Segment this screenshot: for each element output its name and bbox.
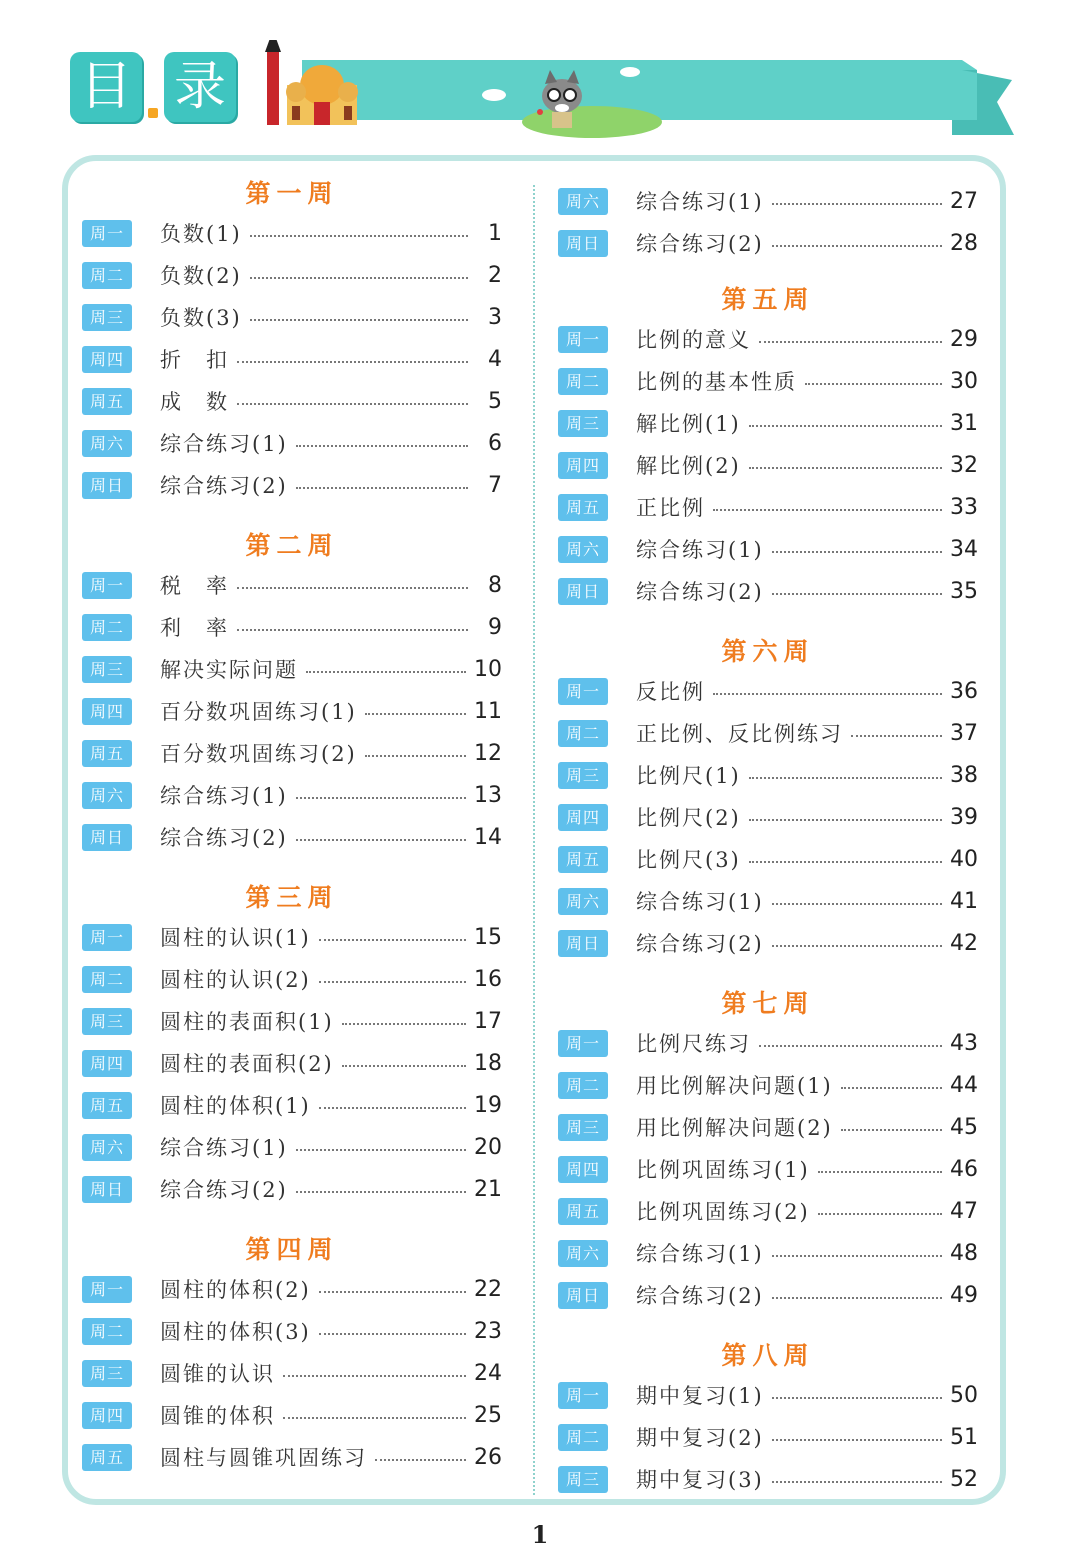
entry-topic: 圆锥的体积 [160, 1404, 275, 1428]
dot-leader [759, 339, 942, 343]
toc-entry[interactable] [558, 1064, 978, 1106]
week-title: 第八周 [721, 1341, 815, 1370]
entry-page-number: 33 [950, 494, 978, 520]
dot-leader [841, 1127, 942, 1131]
entry-page-number: 27 [950, 188, 978, 214]
day-badge: 周三 [558, 1466, 608, 1493]
toc-entry[interactable] [82, 1436, 502, 1478]
dot-leader [283, 1415, 466, 1419]
entry-page-number: 46 [950, 1156, 978, 1182]
toc-entry[interactable] [558, 1274, 978, 1316]
dot-leader [805, 381, 942, 385]
toc-entry[interactable] [82, 338, 502, 380]
day-badge: 周一 [558, 678, 608, 705]
day-badge: 周一 [82, 924, 132, 951]
entry-page-number: 4 [488, 346, 502, 372]
dot-leader [365, 711, 466, 715]
entry-topic: 用比例解决问题(2) [636, 1116, 833, 1140]
entry-page-number: 7 [488, 472, 502, 498]
entry-page-number: 35 [950, 578, 978, 604]
entry-topic: 综合练习(2) [636, 1284, 764, 1308]
day-badge: 周三 [82, 304, 132, 331]
entry-page-number: 3 [488, 304, 502, 330]
toc-entry[interactable] [82, 254, 502, 296]
entry-page-number: 13 [474, 782, 502, 808]
entry-page-number: 5 [488, 388, 502, 414]
week-title: 第四周 [245, 1235, 339, 1264]
dot-leader [306, 669, 466, 673]
entry-topic: 负数(2) [160, 264, 242, 288]
entry-page-number: 23 [474, 1318, 502, 1344]
entry-topic: 期中复习(1) [636, 1384, 764, 1408]
entry-page-number: 17 [474, 1008, 502, 1034]
dot-leader [283, 1373, 466, 1377]
day-badge: 周四 [82, 698, 132, 725]
day-badge: 周六 [82, 430, 132, 457]
day-badge: 周一 [558, 1382, 608, 1409]
entry-topic: 税 率 [160, 574, 229, 598]
entry-topic: 综合练习(2) [160, 1178, 288, 1202]
toc-entry[interactable] [82, 464, 502, 506]
toc-entry[interactable] [558, 402, 978, 444]
day-badge: 周四 [558, 452, 608, 479]
entry-topic: 圆柱的认识(1) [160, 926, 311, 950]
toc-entry[interactable] [558, 1022, 978, 1064]
toc-entry[interactable] [558, 670, 978, 712]
day-badge: 周二 [82, 614, 132, 641]
entry-topic: 负数(1) [160, 222, 242, 246]
toc-entry[interactable] [82, 648, 502, 690]
entry-page-number: 38 [950, 762, 978, 788]
entry-topic: 综合练习(1) [636, 1242, 764, 1266]
dot-leader [749, 423, 942, 427]
dot-leader [759, 1043, 942, 1047]
title-char-box [70, 52, 142, 122]
entry-page-number: 20 [474, 1134, 502, 1160]
title-dot [148, 108, 158, 118]
day-badge: 周二 [558, 720, 608, 747]
day-badge: 周四 [82, 346, 132, 373]
dot-leader [749, 859, 942, 863]
dot-leader [772, 901, 942, 905]
entry-topic: 负数(3) [160, 306, 242, 330]
entry-topic: 综合练习(2) [636, 580, 764, 604]
entry-page-number: 41 [950, 888, 978, 914]
toc-entry[interactable] [82, 774, 502, 816]
toc-entry[interactable] [82, 1310, 502, 1352]
day-badge: 周六 [558, 188, 608, 215]
day-badge: 周五 [82, 1444, 132, 1471]
week-title: 第六周 [721, 637, 815, 666]
toc-entry[interactable] [558, 1232, 978, 1274]
entry-topic: 成 数 [160, 390, 229, 414]
day-badge: 周六 [558, 536, 608, 563]
entry-topic: 百分数巩固练习(1) [160, 700, 357, 724]
dot-leader [296, 1147, 466, 1151]
entry-page-number: 40 [950, 846, 978, 872]
day-badge: 周一 [82, 220, 132, 247]
entry-topic: 比例巩固练习(1) [636, 1158, 810, 1182]
day-badge: 周二 [82, 1318, 132, 1345]
dot-leader [772, 1437, 942, 1441]
toc-left-column [82, 168, 502, 1478]
day-badge: 周四 [558, 804, 608, 831]
toc-entry[interactable] [82, 1168, 502, 1210]
toc-entry[interactable] [82, 1000, 502, 1042]
entry-topic: 解比例(1) [636, 412, 741, 436]
toc-entry[interactable] [558, 180, 978, 222]
day-badge: 周六 [82, 782, 132, 809]
dot-leader [772, 1395, 942, 1399]
entry-topic: 综合练习(1) [636, 890, 764, 914]
toc-entry[interactable] [82, 1126, 502, 1168]
entry-topic: 解比例(2) [636, 454, 741, 478]
toc-entry[interactable] [82, 958, 502, 1000]
entry-page-number: 32 [950, 452, 978, 478]
entry-page-number: 12 [474, 740, 502, 766]
entry-page-number: 51 [950, 1424, 978, 1450]
day-badge: 周六 [558, 1240, 608, 1267]
entry-topic: 综合练习(1) [160, 1136, 288, 1160]
day-badge: 周六 [558, 888, 608, 915]
dot-leader [818, 1169, 942, 1173]
day-badge: 周日 [82, 824, 132, 851]
entry-topic: 综合练习(2) [160, 826, 288, 850]
toc-entry[interactable] [82, 1042, 502, 1084]
day-badge: 周日 [558, 1282, 608, 1309]
dot-leader [342, 1063, 466, 1067]
entry-topic: 综合练习(2) [636, 932, 764, 956]
day-badge: 周四 [82, 1402, 132, 1429]
entry-page-number: 39 [950, 804, 978, 830]
entry-page-number: 16 [474, 966, 502, 992]
dot-leader [772, 549, 942, 553]
entry-page-number: 47 [950, 1198, 978, 1224]
day-badge: 周二 [558, 1424, 608, 1451]
toc-entry[interactable] [82, 916, 502, 958]
toc-entry[interactable] [558, 838, 978, 880]
dot-leader [772, 201, 942, 205]
toc-entry[interactable] [558, 486, 978, 528]
dot-leader [296, 795, 466, 799]
toc-entry[interactable] [558, 880, 978, 922]
dot-leader [365, 753, 466, 757]
week-title: 第二周 [245, 531, 339, 560]
toc-entry[interactable] [558, 318, 978, 360]
day-badge: 周五 [82, 740, 132, 767]
toc-entry[interactable] [82, 606, 502, 648]
entry-page-number: 10 [474, 656, 502, 682]
toc-entry[interactable] [82, 564, 502, 606]
dot-leader [296, 1189, 466, 1193]
toc-entry[interactable] [558, 1106, 978, 1148]
dot-leader [296, 837, 466, 841]
entry-topic: 圆柱的体积(1) [160, 1094, 311, 1118]
entry-page-number: 48 [950, 1240, 978, 1266]
day-badge: 周一 [558, 1030, 608, 1057]
day-badge: 周日 [558, 230, 608, 257]
toc-entry[interactable] [558, 1148, 978, 1190]
dot-leader [250, 317, 468, 321]
dot-leader [749, 465, 942, 469]
entry-topic: 比例尺(3) [636, 848, 741, 872]
toc-entry[interactable] [82, 816, 502, 858]
toc-entry[interactable] [82, 212, 502, 254]
entry-page-number: 52 [950, 1466, 978, 1492]
toc-entry[interactable] [558, 444, 978, 486]
week-title: 第一周 [245, 179, 339, 208]
dot-leader [319, 979, 466, 983]
toc-entry[interactable] [82, 380, 502, 422]
page-number: 1 [531, 1520, 549, 1549]
entry-page-number: 19 [474, 1092, 502, 1118]
entry-topic: 圆锥的认识 [160, 1362, 275, 1386]
entry-topic: 折 扣 [160, 348, 229, 372]
toc-entry[interactable] [558, 922, 978, 964]
entry-topic: 综合练习(2) [636, 232, 764, 256]
day-badge: 周三 [82, 656, 132, 683]
day-badge: 周日 [558, 578, 608, 605]
entry-page-number: 31 [950, 410, 978, 436]
entry-page-number: 14 [474, 824, 502, 850]
day-badge: 周四 [558, 1156, 608, 1183]
entry-topic: 正比例、反比例练习 [636, 722, 843, 746]
dot-leader [772, 1253, 942, 1257]
entry-page-number: 2 [488, 262, 502, 288]
header-banner-illustration [262, 40, 1022, 150]
dot-leader [319, 1105, 466, 1109]
entry-page-number: 34 [950, 536, 978, 562]
day-badge: 周日 [558, 930, 608, 957]
dot-leader [772, 243, 942, 247]
dot-leader [851, 733, 942, 737]
entry-page-number: 9 [488, 614, 502, 640]
dot-leader [772, 591, 942, 595]
entry-topic: 比例的基本性质 [636, 370, 797, 394]
day-badge: 周三 [82, 1360, 132, 1387]
day-badge: 周一 [82, 1276, 132, 1303]
toc-entry[interactable] [82, 732, 502, 774]
cloud-icon [482, 89, 506, 101]
day-badge: 周二 [82, 262, 132, 289]
entry-page-number: 24 [474, 1360, 502, 1386]
entry-topic: 圆柱与圆锥巩固练习 [160, 1446, 367, 1470]
entry-page-number: 15 [474, 924, 502, 950]
toc-entry[interactable] [82, 422, 502, 464]
dot-leader [237, 401, 468, 405]
entry-page-number: 30 [950, 368, 978, 394]
title-char: 目 [79, 57, 132, 117]
entry-page-number: 18 [474, 1050, 502, 1076]
dot-leader [237, 359, 468, 363]
entry-page-number: 8 [488, 572, 502, 598]
title-char-box [164, 52, 236, 122]
day-badge: 周三 [82, 1008, 132, 1035]
toc-entry[interactable] [558, 1458, 978, 1500]
day-badge: 周五 [82, 1092, 132, 1119]
dot-leader [749, 775, 942, 779]
day-badge: 周五 [82, 388, 132, 415]
toc-entry[interactable] [558, 754, 978, 796]
entry-topic: 圆柱的体积(2) [160, 1278, 311, 1302]
dot-leader [713, 691, 942, 695]
entry-page-number: 45 [950, 1114, 978, 1140]
day-badge: 周五 [558, 846, 608, 873]
hill-shape [522, 106, 662, 138]
dot-leader [841, 1085, 942, 1089]
entry-topic: 综合练习(1) [160, 432, 288, 456]
entry-topic: 期中复习(3) [636, 1468, 764, 1492]
entry-topic: 圆柱的体积(3) [160, 1320, 311, 1344]
toc-entry[interactable] [558, 1374, 978, 1416]
toc-entry[interactable] [558, 528, 978, 570]
entry-topic: 正比例 [636, 496, 705, 520]
toc-entry[interactable] [82, 690, 502, 732]
dot-leader [319, 1289, 466, 1293]
day-badge: 周三 [558, 1114, 608, 1141]
dot-leader [772, 943, 942, 947]
entry-topic: 比例尺(1) [636, 764, 741, 788]
entry-topic: 比例尺(2) [636, 806, 741, 830]
toc-entry[interactable] [82, 1352, 502, 1394]
day-badge: 周三 [558, 762, 608, 789]
entry-topic: 比例的意义 [636, 328, 751, 352]
entry-page-number: 1 [488, 220, 502, 246]
week-title: 第七周 [721, 989, 815, 1018]
dot-leader [375, 1457, 466, 1461]
day-badge: 周日 [82, 472, 132, 499]
dot-leader [319, 937, 466, 941]
toc-entry[interactable] [558, 360, 978, 402]
entry-page-number: 50 [950, 1382, 978, 1408]
dot-leader [296, 443, 468, 447]
entry-topic: 比例尺练习 [636, 1032, 751, 1056]
day-badge: 周六 [82, 1134, 132, 1161]
title-char: 录 [173, 57, 226, 117]
toc-entry[interactable] [82, 296, 502, 338]
entry-page-number: 6 [488, 430, 502, 456]
toc-entry[interactable] [82, 1394, 502, 1436]
toc-entry[interactable] [558, 222, 978, 264]
entry-page-number: 28 [950, 230, 978, 256]
entry-topic: 综合练习(1) [160, 784, 288, 808]
dot-leader [319, 1331, 466, 1335]
entry-page-number: 21 [474, 1176, 502, 1202]
toc-entry[interactable] [82, 1268, 502, 1310]
entry-page-number: 26 [474, 1444, 502, 1470]
column-divider [533, 185, 535, 1495]
dot-leader [250, 233, 468, 237]
day-badge: 周一 [82, 572, 132, 599]
day-badge: 周四 [82, 1050, 132, 1077]
dot-leader [250, 275, 468, 279]
entry-page-number: 43 [950, 1030, 978, 1056]
entry-page-number: 22 [474, 1276, 502, 1302]
entry-topic: 圆柱的表面积(1) [160, 1010, 334, 1034]
toc-entry[interactable] [558, 1190, 978, 1232]
dot-leader [342, 1021, 466, 1025]
dot-leader [818, 1211, 942, 1215]
entry-topic: 比例巩固练习(2) [636, 1200, 810, 1224]
toc-entry[interactable] [558, 796, 978, 838]
toc-right-column [558, 180, 978, 1500]
entry-topic: 圆柱的表面积(2) [160, 1052, 334, 1076]
dot-leader [772, 1479, 942, 1483]
toc-entry[interactable] [82, 1084, 502, 1126]
entry-topic: 圆柱的认识(2) [160, 968, 311, 992]
dot-leader [296, 485, 468, 489]
page-header [0, 0, 1080, 160]
toc-entry[interactable] [558, 570, 978, 612]
entry-page-number: 49 [950, 1282, 978, 1308]
entry-topic: 综合练习(1) [636, 190, 764, 214]
entry-topic: 利 率 [160, 616, 229, 640]
toc-entry[interactable] [558, 1416, 978, 1458]
entry-topic: 综合练习(1) [636, 538, 764, 562]
entry-topic: 反比例 [636, 680, 705, 704]
dot-leader [237, 585, 468, 589]
entry-page-number: 42 [950, 930, 978, 956]
entry-page-number: 44 [950, 1072, 978, 1098]
week-title: 第五周 [721, 285, 815, 314]
toc-entry[interactable] [558, 712, 978, 754]
dot-leader [772, 1295, 942, 1299]
entry-topic: 综合练习(2) [160, 474, 288, 498]
dot-leader [237, 627, 468, 631]
entry-topic: 百分数巩固练习(2) [160, 742, 357, 766]
week-title: 第三周 [245, 883, 339, 912]
cloud-icon [620, 67, 640, 77]
day-badge: 周二 [558, 1072, 608, 1099]
entry-topic: 期中复习(2) [636, 1426, 764, 1450]
day-badge: 周二 [82, 966, 132, 993]
day-badge: 周二 [558, 368, 608, 395]
entry-topic: 用比例解决问题(1) [636, 1074, 833, 1098]
day-badge: 周一 [558, 326, 608, 353]
day-badge: 周五 [558, 1198, 608, 1225]
dot-leader [749, 817, 942, 821]
entry-page-number: 11 [474, 698, 502, 724]
day-badge: 周五 [558, 494, 608, 521]
dot-leader [713, 507, 942, 511]
day-badge: 周日 [82, 1176, 132, 1203]
entry-topic: 解决实际问题 [160, 658, 298, 682]
entry-page-number: 25 [474, 1402, 502, 1428]
entry-page-number: 36 [950, 678, 978, 704]
entry-page-number: 29 [950, 326, 978, 352]
day-badge: 周三 [558, 410, 608, 437]
entry-page-number: 37 [950, 720, 978, 746]
